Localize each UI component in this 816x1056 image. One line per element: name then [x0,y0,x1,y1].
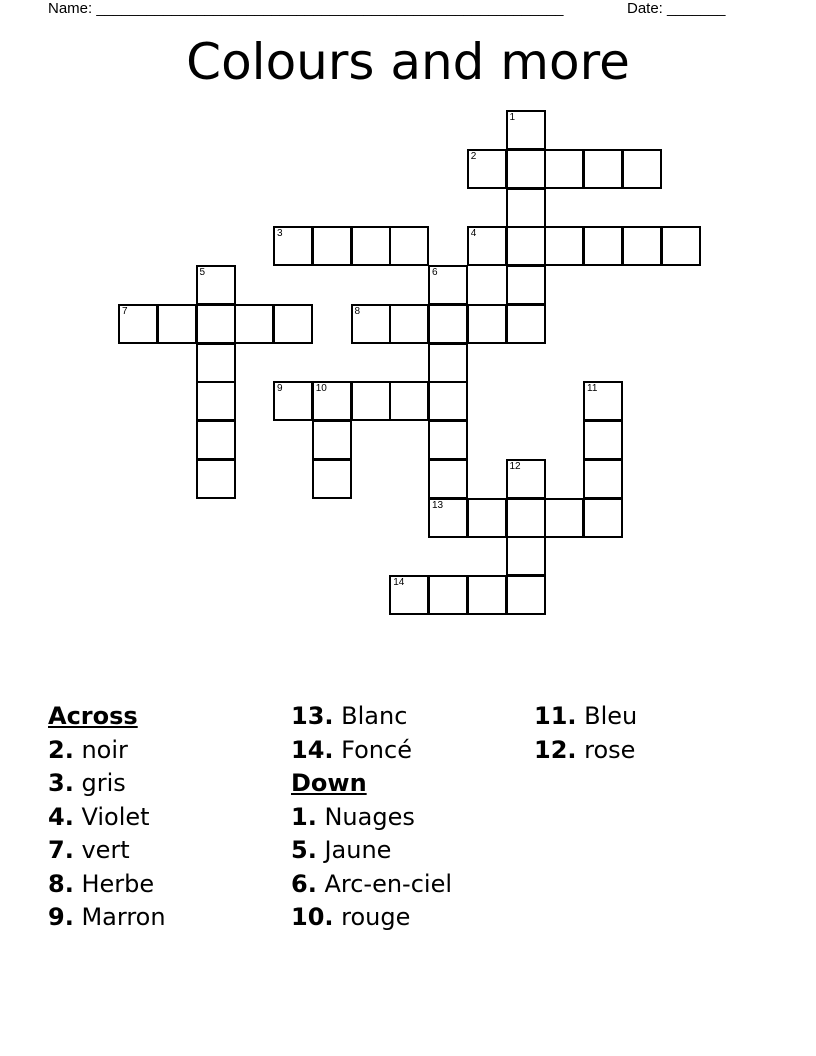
grid-cell[interactable] [196,420,236,460]
clue-text: gris [81,769,126,797]
grid-cell[interactable] [506,149,546,189]
clue-text: rose [584,735,636,764]
grid-cell[interactable] [506,110,546,150]
grid-cell[interactable] [583,149,623,189]
grid-cell[interactable] [312,420,352,460]
grid-cell[interactable] [467,575,507,615]
clue-number-label: 10 [315,383,327,395]
grid-cell[interactable] [312,459,352,499]
grid-cell[interactable] [351,304,391,344]
name-field-label: Name: ________________________________________________________ [48,0,564,17]
clue-down-10 [291,901,452,935]
clue-text: Foncé [341,735,412,764]
grid-cell[interactable] [351,381,391,421]
grid-cell[interactable] [428,304,468,344]
clue-number-label: 3 [277,228,283,240]
page-title: Colours and more [186,33,630,91]
grid-cell[interactable] [583,498,623,538]
clue-text: Jaune [324,836,392,864]
clue-number-label: 4 [470,228,477,240]
clue-column-2 [291,700,452,935]
clue-number-label: 13 [432,499,444,511]
grid-cell[interactable] [506,536,546,576]
grid-cell[interactable] [312,381,352,421]
clue-column-3 [534,700,637,767]
clue-number-label: 11 [587,383,598,395]
clue-down-5 [291,834,452,868]
clue-number: 12. [534,735,577,764]
clue-down-1 [291,801,452,835]
grid-cell[interactable] [389,381,429,421]
grid-cell[interactable] [506,188,546,228]
clue-text: Blanc [341,702,408,730]
grid-cell[interactable] [428,459,468,499]
clue-text: Marron [81,903,166,931]
clue-column-1 [48,700,166,935]
grid-cell[interactable] [622,226,662,266]
grid-cell[interactable] [467,149,507,189]
clue-across-13 [291,700,452,734]
clue-down-11 [534,700,637,734]
clue-text: Bleu [584,702,638,730]
clue-number: 14. [291,735,334,764]
grid-cell[interactable] [583,459,623,499]
clue-number-label: 6 [432,267,438,278]
grid-cell[interactable] [506,265,546,305]
clue-number: 10. [291,903,334,931]
clue-across-9 [48,901,166,935]
grid-cell[interactable] [506,575,546,615]
clue-number: 6. [291,869,317,898]
clue-number: 3. [48,769,74,797]
grid-cell[interactable] [428,498,468,538]
grid-cell[interactable] [583,381,623,421]
grid-cell[interactable] [196,304,236,344]
clue-number: 9. [48,903,74,931]
grid-cell[interactable] [389,226,429,266]
grid-cell[interactable] [583,420,623,460]
clue-number: 13. [291,702,334,730]
grid-cell[interactable] [428,420,468,460]
grid-cell[interactable] [661,226,701,266]
clue-number-label: 9 [277,383,283,395]
clue-number-label: 14 [393,577,405,588]
grid-cell[interactable] [467,304,507,344]
clue-number: 7. [48,836,74,864]
grid-cell[interactable] [622,149,662,189]
clue-number-label: 2 [470,150,477,162]
grid-cell[interactable] [234,304,274,344]
grid-cell[interactable] [351,226,391,266]
clue-across-8 [48,868,166,902]
clue-across-2 [48,734,166,768]
grid-cell[interactable] [196,381,236,421]
clue-down-12 [534,734,637,768]
grid-cell[interactable] [273,381,313,421]
clue-number: 4. [48,802,74,831]
grid-cell[interactable] [467,498,507,538]
clue-text: Violet [81,802,150,831]
grid-cell[interactable] [583,226,623,266]
grid-cell[interactable] [544,149,584,189]
clue-number: 8. [48,869,74,898]
grid-cell[interactable] [273,226,313,266]
grid-cell[interactable] [428,381,468,421]
grid-cell[interactable] [506,498,546,538]
clue-across-3 [48,767,166,801]
grid-cell[interactable] [506,459,546,499]
clue-text: Herbe [81,869,155,898]
grid-cell[interactable] [544,498,584,538]
grid-cell[interactable] [196,459,236,499]
clue-number-label: 8 [354,305,361,317]
clue-across-7 [48,834,166,868]
clue-text: rouge [341,903,411,931]
grid-cell[interactable] [506,226,546,266]
clue-across-4 [48,801,166,835]
grid-cell[interactable] [428,343,468,383]
grid-cell[interactable] [196,265,236,305]
grid-cell[interactable] [428,265,468,305]
clue-number: 2. [48,735,74,764]
grid-cell[interactable] [389,575,429,615]
clue-text: noir [81,735,128,764]
grid-cell[interactable] [157,304,197,344]
grid-cell[interactable] [312,226,352,266]
down-heading: Down [291,769,367,797]
clue-text: vert [81,836,130,864]
across-heading: Across [48,702,138,730]
clue-number-label: 1 [509,112,516,123]
grid-cell[interactable] [118,304,158,344]
grid-cell[interactable] [389,304,429,344]
clue-number: 11. [534,702,577,730]
grid-cell[interactable] [428,575,468,615]
grid-cell[interactable] [506,304,546,344]
clue-number-label: 12 [509,460,521,472]
grid-cell[interactable] [544,226,584,266]
clue-number: 5. [291,836,317,864]
date-field-label: Date: _______ [627,0,726,17]
grid-cell[interactable] [467,226,507,266]
clue-text: Arc-en-ciel [324,869,453,898]
grid-cell[interactable] [196,343,236,383]
clue-text: Nuages [324,802,415,831]
clue-across-14 [291,734,452,768]
clue-number: 1. [291,802,317,831]
clue-number-label: 7 [122,305,128,317]
grid-cell[interactable] [273,304,313,344]
clue-number-label: 5 [199,267,206,278]
clue-down-6 [291,868,452,902]
